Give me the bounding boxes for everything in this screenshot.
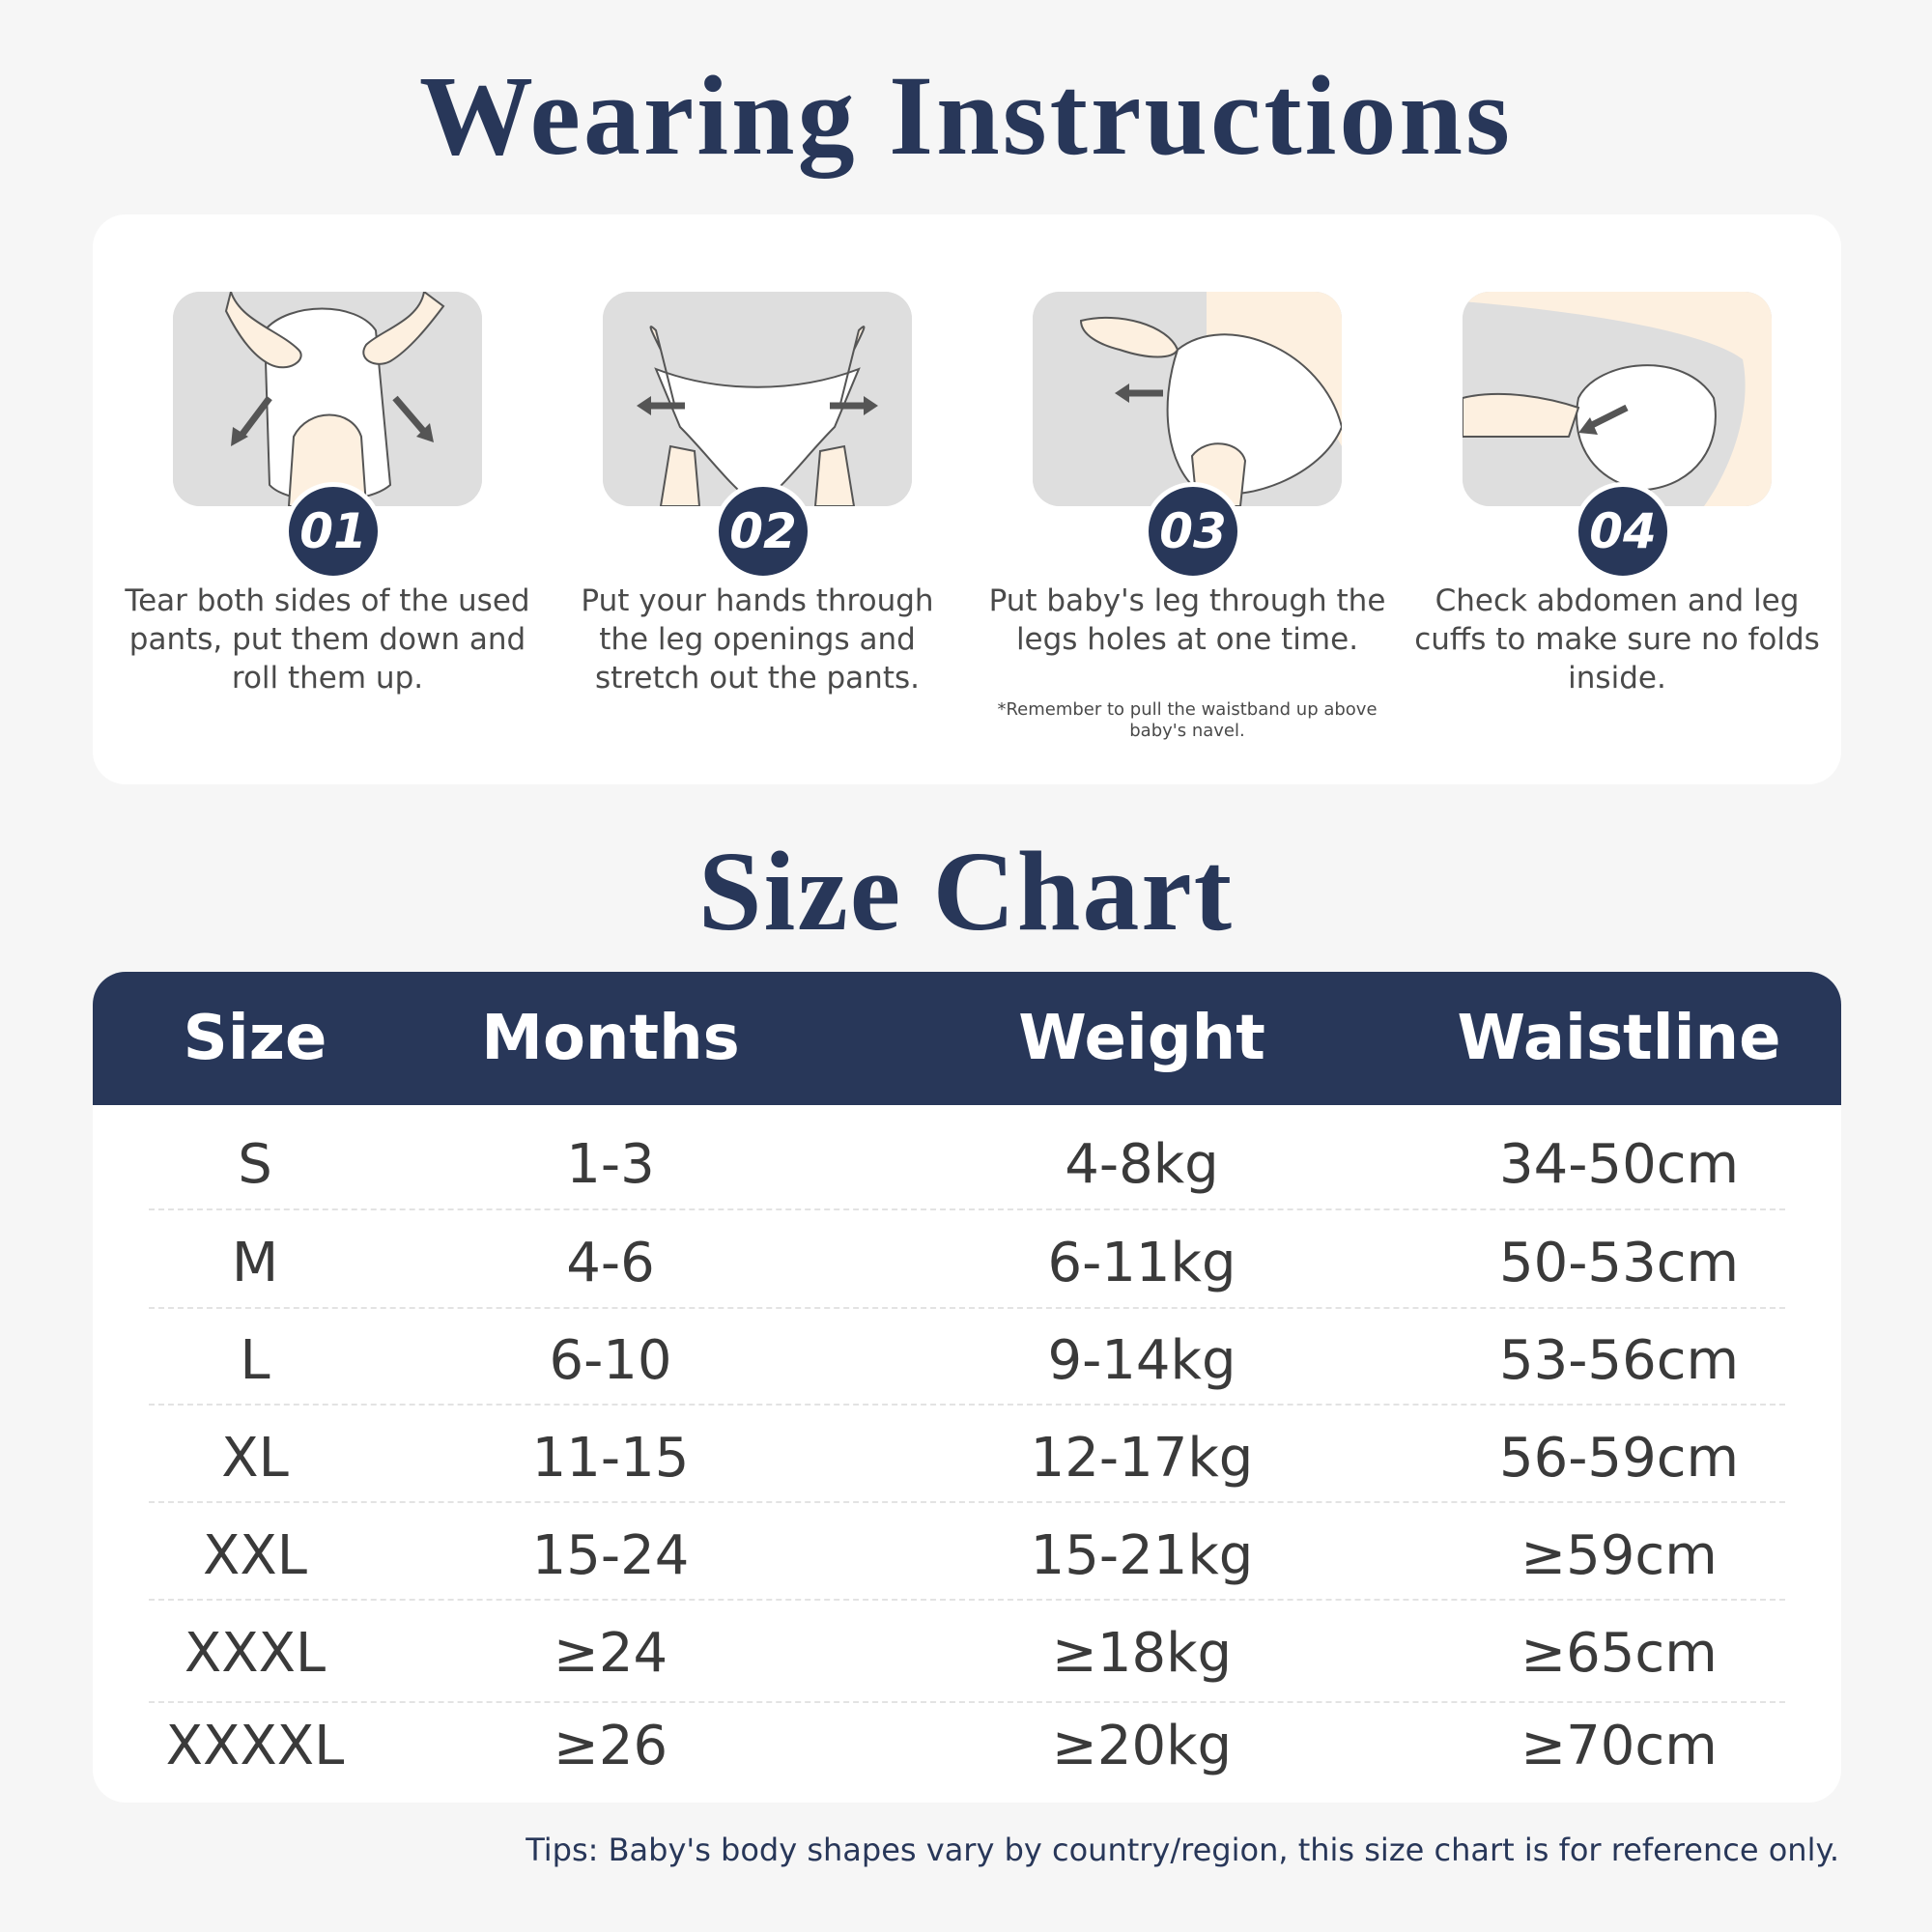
cell-weight: 9-14kg bbox=[1047, 1329, 1236, 1392]
check-cuffs-illustration bbox=[1463, 292, 1772, 506]
cell-months: 6-10 bbox=[549, 1329, 672, 1392]
row-divider bbox=[149, 1208, 1785, 1210]
header-size: Size bbox=[183, 1003, 327, 1074]
cell-waistline: 53-56cm bbox=[1498, 1329, 1740, 1392]
cell-weight: ≥20kg bbox=[1051, 1715, 1233, 1777]
table-row bbox=[93, 1215, 1841, 1312]
cell-weight: 12-17kg bbox=[1030, 1427, 1254, 1490]
cell-months: 4-6 bbox=[566, 1232, 655, 1294]
cell-weight: 6-11kg bbox=[1047, 1232, 1236, 1294]
table-header bbox=[93, 972, 1841, 1105]
step-description: Put your hands through the leg openings and stretch out the pants. bbox=[581, 583, 934, 696]
cell-waistline: 34-50cm bbox=[1498, 1133, 1740, 1196]
step-number-badge: 03 bbox=[1144, 482, 1242, 581]
header-weight: Weight bbox=[1018, 1003, 1265, 1074]
table-row bbox=[93, 1698, 1841, 1795]
cell-waistline: ≥59cm bbox=[1520, 1524, 1718, 1587]
row-divider bbox=[149, 1599, 1785, 1601]
cell-size: L bbox=[240, 1329, 270, 1392]
table-row bbox=[93, 1410, 1841, 1507]
cell-months: 15-24 bbox=[531, 1524, 690, 1587]
cell-months: 1-3 bbox=[566, 1133, 655, 1196]
row-divider bbox=[149, 1307, 1785, 1309]
size-chart-tips: Tips: Baby's body shapes vary by country/region, this size chart is for reference only. bbox=[526, 1832, 1839, 1868]
cell-weight: 15-21kg bbox=[1030, 1524, 1254, 1587]
table-row bbox=[93, 1605, 1841, 1702]
row-divider bbox=[149, 1404, 1785, 1406]
cell-size: XXXXL bbox=[165, 1715, 345, 1777]
cell-size: S bbox=[238, 1133, 272, 1196]
cell-waistline: ≥70cm bbox=[1520, 1715, 1718, 1777]
cell-size: M bbox=[231, 1232, 279, 1294]
header-waistline: Waistline bbox=[1457, 1003, 1781, 1074]
step-description: Put baby's leg through the legs holes at one time. bbox=[988, 583, 1386, 657]
step-number-badge: 02 bbox=[714, 482, 812, 581]
table-row bbox=[93, 1508, 1841, 1605]
cell-weight: ≥18kg bbox=[1051, 1622, 1233, 1685]
table-row bbox=[93, 1117, 1841, 1213]
step-number-badge: 04 bbox=[1574, 482, 1672, 581]
size-chart-table bbox=[93, 972, 1841, 1803]
cell-waistline: ≥65cm bbox=[1520, 1622, 1718, 1685]
step-description: Tear both sides of the used pants, put them down and roll them up. bbox=[125, 583, 530, 696]
step-number-badge: 01 bbox=[284, 482, 383, 581]
cell-months: 11-15 bbox=[531, 1427, 690, 1490]
cell-weight: 4-8kg bbox=[1065, 1133, 1219, 1196]
step-description: Check abdomen and leg cuffs to make sure no folds inside. bbox=[1414, 583, 1820, 696]
cell-waistline: 50-53cm bbox=[1498, 1232, 1740, 1294]
size-chart-title: Size Chart bbox=[697, 828, 1235, 954]
instructions-card bbox=[93, 214, 1841, 784]
cell-months: ≥26 bbox=[553, 1715, 668, 1777]
table-row bbox=[93, 1313, 1841, 1409]
cell-size: XXXL bbox=[184, 1622, 327, 1685]
stretch-pants-illustration bbox=[603, 292, 912, 506]
cell-size: XL bbox=[221, 1427, 289, 1490]
leg-through-illustration bbox=[1033, 292, 1342, 506]
row-divider bbox=[149, 1501, 1785, 1503]
waistband-note: *Remember to pull the waistband up above baby's navel. bbox=[997, 699, 1378, 741]
header-months: Months bbox=[481, 1003, 740, 1074]
cell-waistline: 56-59cm bbox=[1498, 1427, 1740, 1490]
diaper-removal-illustration bbox=[173, 292, 482, 506]
cell-size: XXL bbox=[203, 1524, 307, 1587]
wearing-instructions-title: Wearing Instructions bbox=[419, 52, 1513, 179]
cell-months: ≥24 bbox=[553, 1622, 668, 1685]
